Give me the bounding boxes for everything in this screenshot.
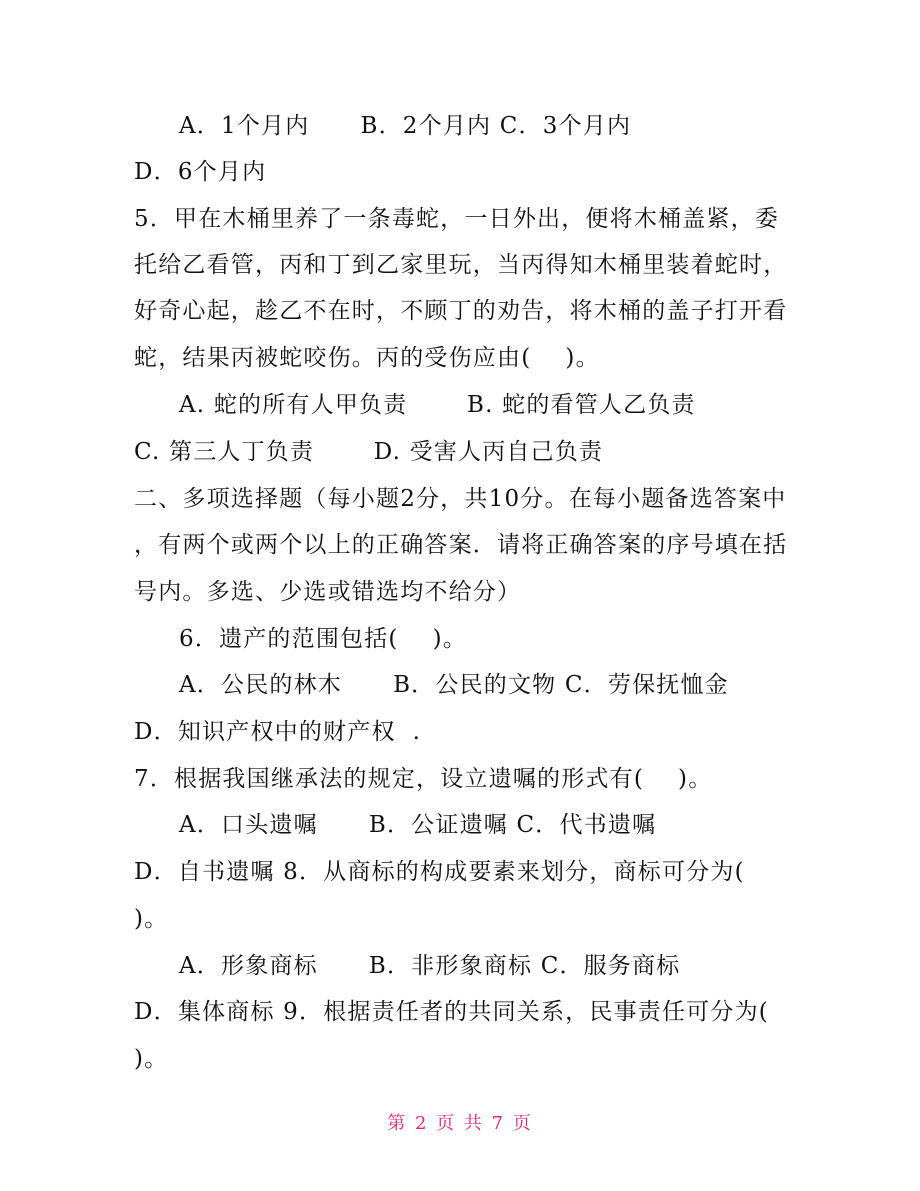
page-number-footer: 第 2 页 共 7 页 — [387, 1113, 533, 1134]
q7-option-d-q8-text: D．自书遗嘱 8．从商标的构成要素来划分，商标可分为( — [134, 859, 745, 885]
q8-options-abc: A．形象商标 B．非形象商标 C．服务商标 — [179, 953, 681, 979]
q6-option-d: D．知识产权中的财产权 . — [134, 719, 422, 745]
q5-options-cd: C. 第三人丁负责 D. 受害人丙自己负责 — [134, 439, 604, 465]
q9-text-end: )。 — [134, 1046, 169, 1072]
q5-text-line-1: 5．甲在木桶里养了一条毒蛇，一日外出，便将木桶盖紧，委 — [134, 206, 780, 232]
q5-text-line-2: 托给乙看管，丙和丁到乙家里玩，当丙得知木桶里装着蛇时， — [134, 252, 788, 278]
q5-text-line-3: 好奇心起，趁乙不在时，不顾丁的劝告，将木桶的盖子打开看 — [134, 298, 788, 324]
q7-options-abc: A．口头遗嘱 B．公证遗嘱 C．代书遗嘱 — [179, 812, 657, 838]
q4-options-abc: A．1个月内 B．2个月内 C．3个月内 — [179, 113, 632, 139]
section-2-heading-line-2: ，有两个或两个以上的正确答案．请将正确答案的序号填在括 — [134, 532, 788, 558]
q5-options-ab: A. 蛇的所有人甲负责 B. 蛇的看管人乙负责 — [179, 392, 696, 418]
section-2-heading-line-1: 二、多项选择题（每小题2分，共10分。在每小题备选答案中 — [134, 486, 787, 512]
q5-text-line-4: 蛇，结果丙被蛇咬伤。丙的受伤应由( )。 — [134, 345, 600, 371]
q4-option-d: D．6个月内 — [134, 159, 267, 185]
q8-text-end: )。 — [134, 906, 169, 932]
q6-options-abc: A．公民的林木 B．公民的文物 C．劳保抚恤金 — [179, 672, 729, 698]
section-2-heading-line-3: 号内。多选、少选或错选均不给分） — [134, 579, 522, 605]
q7-text: 7．根据我国继承法的规定，设立遗嘱的形式有( )。 — [134, 766, 713, 792]
q6-text: 6．遗产的范围包括( )。 — [179, 626, 468, 652]
q8-option-d-q9-text: D．集体商标 9．根据责任者的共同关系，民事责任可分为( — [134, 999, 769, 1025]
